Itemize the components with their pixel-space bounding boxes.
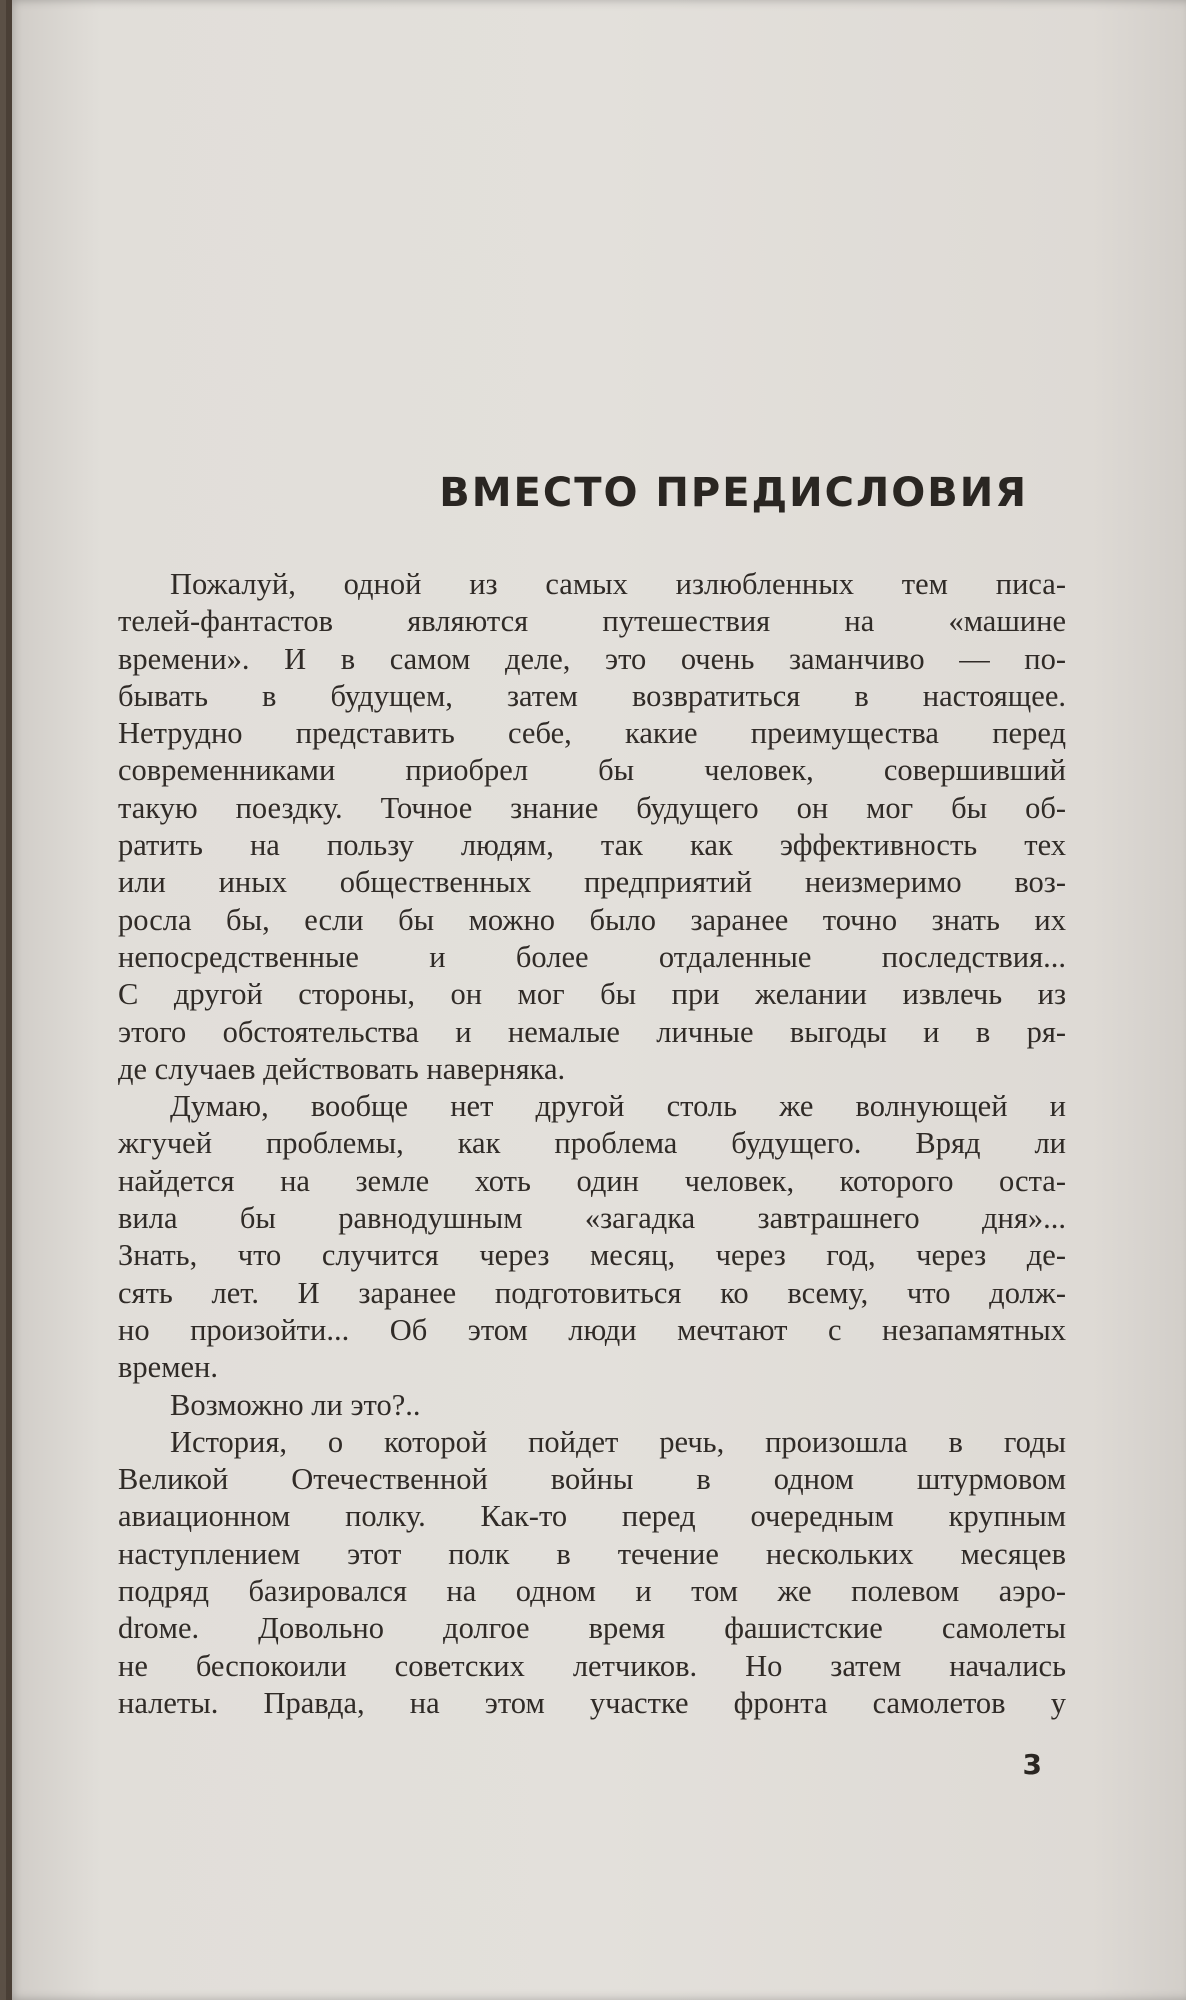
text-line: такую поездку. Точное знание будущего он мог бы об- — [118, 790, 1066, 825]
text-line: Возможно ли это?.. — [170, 1387, 421, 1422]
text-line: авиационном полку. Как-то перед очередным крупным — [118, 1499, 1066, 1534]
text-line: налеты. Правда, на этом участке фронта самолетов у — [118, 1685, 1066, 1720]
text-line: де случаев действовать наверняка. — [118, 1051, 566, 1086]
text-line: росла бы, если бы можно было заранее точно знать их — [118, 902, 1066, 937]
text-line: непосредственные и более отдаленные последствия... — [118, 939, 1066, 974]
text-line: времен. — [118, 1350, 218, 1385]
text-line: С другой стороны, он мог бы при желании извлечь из — [118, 977, 1066, 1012]
text-line: Знать, что случится через месяц, через год, через де- — [118, 1238, 1066, 1273]
text-line: современниками приобрел бы человек, совершивший — [118, 753, 1066, 788]
text-line: История, о которой пойдет речь, произошла в годы — [170, 1424, 1066, 1459]
text-line: Нетрудно представить себе, какие преимущества перед — [118, 716, 1066, 751]
text-line: жгучей проблемы, как проблема будущего. Вряд ли — [118, 1126, 1066, 1161]
text-line: Думаю, вообще нет другой столь же волнующей и — [170, 1089, 1066, 1124]
text-line: бывать в будущем, затем возвратиться в настоящее. — [118, 678, 1066, 713]
text-line: или иных общественных предприятий неизмеримо воз- — [118, 865, 1066, 900]
book-page — [6, 0, 1186, 2000]
text-line: подряд базировался на одном и том же полевом аэро- — [118, 1574, 1066, 1609]
text-line: найдется на земле хоть один человек, которого оста- — [118, 1163, 1066, 1198]
text-line: времени». И в самом деле, это очень заманчиво — по- — [118, 641, 1066, 676]
text-line: вила бы равнодушным «загадка завтрашнего дня»... — [118, 1201, 1066, 1236]
text-line: droме. Довольно долгое время фашистские самолеты — [118, 1611, 1066, 1646]
text-line: этого обстоятельства и немалые личные выгоды и в ря- — [118, 1014, 1066, 1049]
page-edge — [6, 0, 12, 2000]
text-line: ратить на пользу людям, так как эффективность тех — [118, 828, 1066, 863]
text-line: сять лет. И заранее подготовиться ко всему, что долж- — [118, 1275, 1066, 1310]
body-text — [118, 566, 1066, 1722]
text-line: но произойти... Об этом люди мечтают с незапамятных — [118, 1312, 1066, 1347]
text-line: не беспокоили советских летчиков. Но затем начались — [118, 1648, 1066, 1683]
chapter-heading: ВМЕСТО ПРЕДИСЛОВИЯ — [439, 470, 1028, 516]
text-line: телей-фантастов являются путешествия на «машине — [118, 604, 1066, 639]
page-number: 3 — [1022, 1748, 1042, 1781]
text-line: Пожалуй, одной из самых излюбленных тем писа- — [170, 567, 1066, 601]
text-line: Великой Отечественной войны в одном штурмовом — [118, 1462, 1066, 1497]
text-line: наступлением этот полк в течение нескольких месяцев — [118, 1536, 1066, 1571]
